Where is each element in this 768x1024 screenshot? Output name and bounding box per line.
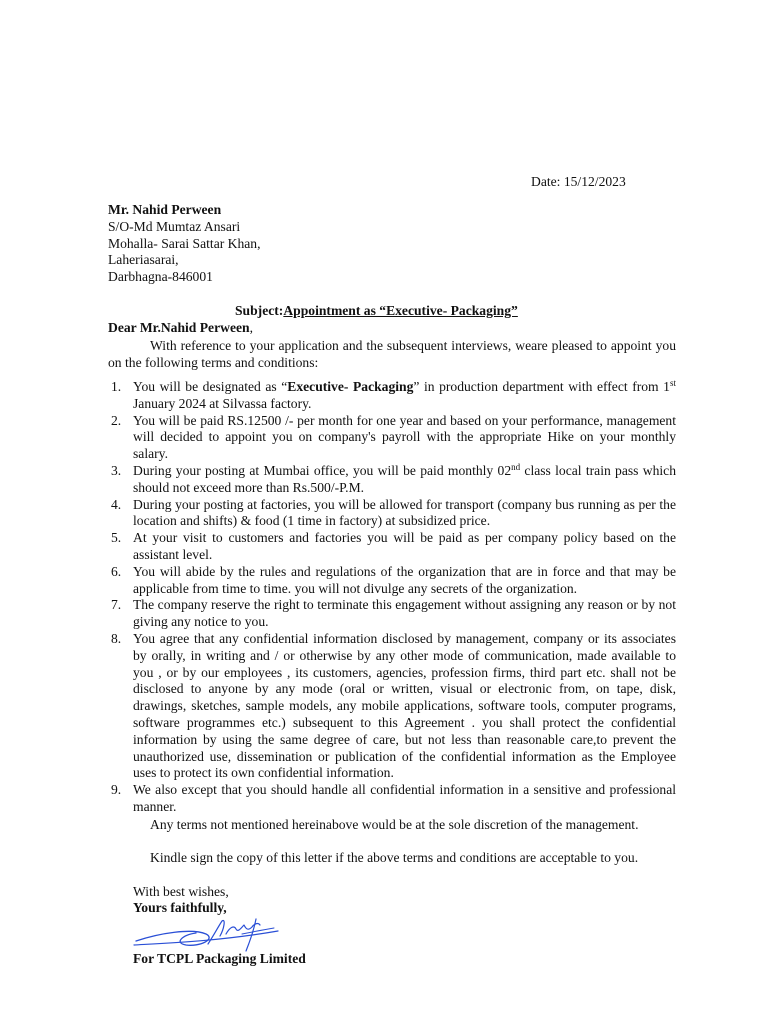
term-text: You will be paid RS.12500 /- per month for one year and based on your performance, management will decided to appoint you on company's payroll with the appropriate Hike on your monthly salary. <box>133 412 676 462</box>
company-signoff: For TCPL Packaging Limited <box>133 951 306 966</box>
term-text: The company reserve the right to terminate this engagement without assigning any reason or by not giving any notice to you. <box>133 597 676 630</box>
term-number: 8. <box>111 630 122 646</box>
salutation-name: Dear Mr.Nahid Perween <box>108 320 250 335</box>
signature-request-note: Kindle sign the copy of this letter if the above terms and conditions are acceptable to you. <box>150 850 639 865</box>
term-number: 2. <box>111 412 122 428</box>
term-number: 7. <box>111 597 122 613</box>
address-line: S/O-Md Mumtaz Ansari <box>108 218 241 234</box>
term-text: You agree that any confidential information disclosed by management, company or its associates by orally, in writing and / or otherwise by any other mode of communication, made available to you , or by our employees , its customers, agencies, profession firms, third part etc. shall not be disclosed to anyone by any mode (oral or written, visual or electronic from, on tape, disk, drawings, sketches, sample models, any mobile applications, software tools, computer programs, software programmes etc.) subsequent to this Agreement . you shall protect the confidential information by using the same degree of care, but not less than reasonable care,to prevent the unauthorized use, dissemination or publication of the confidential information as the Employee uses to protect its own confidential information. <box>133 630 676 781</box>
closing-note: Any terms not mentioned hereinabove would be at the sole discretion of the management. <box>150 817 639 832</box>
term-text: You will abide by the rules and regulations of the organization that are in force and that may be applicable from time to time. you will not divulge any secrets of the organization. <box>133 563 676 596</box>
salutation <box>108 320 253 337</box>
term-item <box>108 631 676 782</box>
term-number: 6. <box>111 563 122 579</box>
term-item <box>108 782 676 816</box>
term-bold-text: Executive- Packaging <box>287 379 414 394</box>
term-text: During your posting at Mumbai office, you will be paid monthly 02 <box>133 462 512 478</box>
best-wishes: With best wishes, <box>133 884 229 899</box>
term-superscript: st <box>669 378 676 388</box>
recipient-name: Mr. Nahid Perween <box>108 202 222 217</box>
salutation-punct: , <box>249 320 253 335</box>
term-item <box>108 597 676 631</box>
term-text: During your posting at factories, you will be allowed for transport (company bus running as per the location and shifts) & food (1 time in factory) at subsidized price. <box>133 496 676 529</box>
term-item <box>108 463 676 497</box>
handwritten-signature <box>130 914 290 954</box>
signature-stroke <box>134 931 278 945</box>
term-item <box>108 530 676 564</box>
address-line: Darbhagna-846001 <box>108 269 213 285</box>
subject-text: Appointment as “Executive- Packaging” <box>283 303 518 318</box>
term-item <box>108 497 676 531</box>
term-item <box>108 379 676 413</box>
term-text: At your visit to customers and factories you will be paid as per company policy based on the assistant level. <box>133 530 676 562</box>
terms-list <box>108 379 676 816</box>
signature-stroke <box>208 920 224 944</box>
term-text: ” in production department with effect from 1 <box>413 379 670 394</box>
term-number: 5. <box>111 530 122 546</box>
recipient-address <box>108 202 261 286</box>
term-item <box>108 413 676 463</box>
term-number: 4. <box>111 496 122 512</box>
term-text: class local train pass which should not exceed more than Rs.500/-P.M. <box>133 462 676 495</box>
letter-date: Date: 15/12/2023 <box>531 174 626 189</box>
term-text: You will be designated as “ <box>133 379 288 394</box>
term-number: 3. <box>111 462 122 478</box>
term-item <box>108 564 676 598</box>
yours-faithfully: Yours faithfully, <box>133 900 227 915</box>
intro-paragraph: With reference to your application and the subsequent interviews, weare pleased to appoint you on the following terms and conditions: <box>108 338 676 370</box>
address-line: Mohalla- Sarai Sattar Khan, <box>108 235 261 251</box>
term-superscript: nd <box>511 461 521 472</box>
term-number: 9. <box>111 782 122 798</box>
subject-line <box>235 303 518 320</box>
address-line: Laheriasarai, <box>108 252 179 268</box>
term-number: 1. <box>111 379 122 394</box>
term-text: We also except that you should handle all confidential information in a sensitive and professional manner. <box>133 782 676 814</box>
term-text: January 2024 at Silvassa factory. <box>133 395 312 411</box>
subject-label: Subject: <box>235 303 284 318</box>
